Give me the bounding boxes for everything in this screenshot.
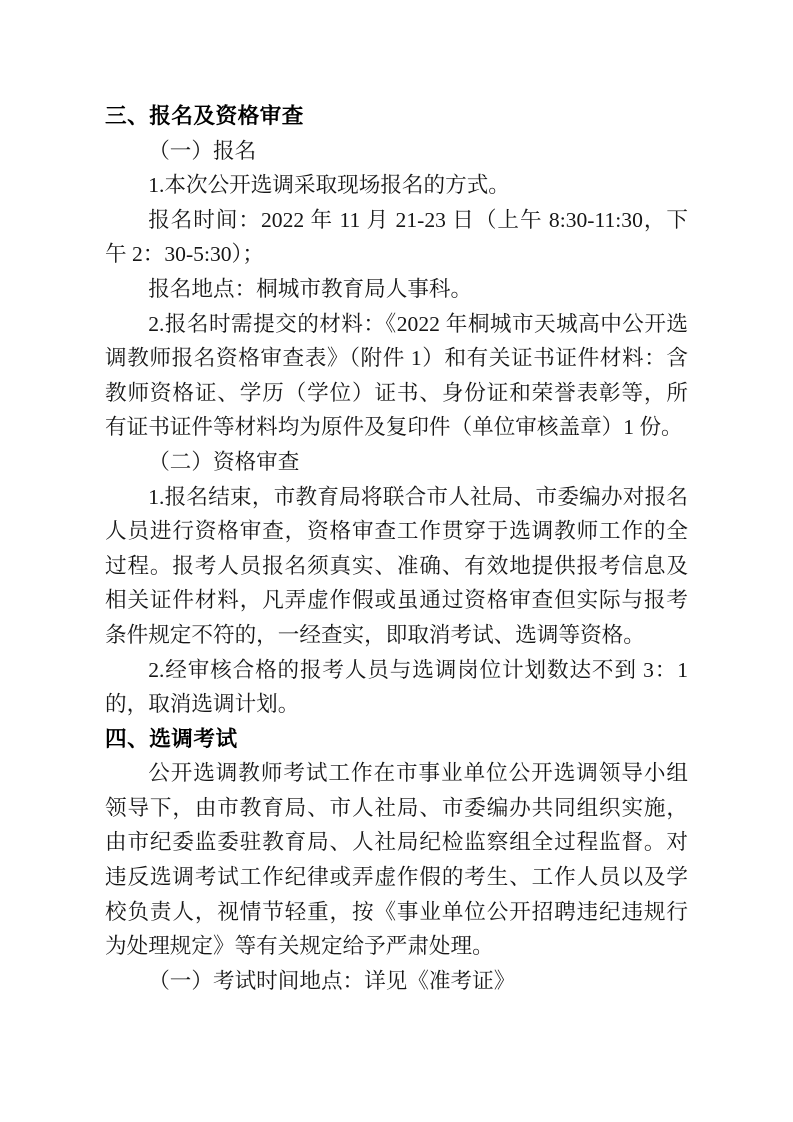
document-content	[105, 99, 688, 998]
para-review-process: 1.报名结束，市教育局将联合市人社局、市委编办对报名人员进行资格审查，资格审查工作贯穿于选调教师工作的全过程。报考人员报名须真实、准确、有效地提供报考信息及相关证件材料，凡弄虚作假或虽通过资格审查但实际与报考条件规定不符的，一经查实，即取消考试、选调等资格。	[105, 484, 688, 647]
heading-section-4-selection-exam: 四、选调考试	[105, 725, 238, 751]
para-registration-time: 报名时间：2022 年 11 月 21-23 日（上午 8:30-11:30，下午 2：30-5:30）；	[105, 207, 688, 267]
para-materials-required: 2.报名时需提交的材料：《2022 年桐城市天城高中公开选调教师报名资格审查表》（附件 1）和有关证书证件材料：含教师资格证、学历（学位）证书、身份证和荣誉表彰等，所有证书证件等材料均为原件及复印件（单位审核盖章）1 份。	[105, 311, 688, 440]
para-subsection-1-registration: （一）报名	[148, 138, 257, 163]
heading-section-3-registration-and-review: 三、报名及资格审查	[105, 103, 304, 128]
para-exam-time-location: （一）考试时间地点：详见《准考证》	[148, 968, 516, 993]
para-exam-organization: 公开选调教师考试工作在市事业单位公开选调领导小组领导下，由市教育局、市人社局、市委编办共同组织实施，由市纪委监委驻教育局、人社局纪检监察组全过程监督。对违反选调考试工作纪律或弄虚作假的考生、工作人员以及学校负责人，视情节轻重，按《事业单位公开招聘违纪违规行为处理规定》等有关规定给予严肃处理。	[105, 761, 688, 959]
para-registration-location: 报名地点：桐城市教育局人事科。	[148, 276, 473, 301]
para-ratio-requirement: 2.经审核合格的报考人员与选调岗位计划数达不到 3：1 的，取消选调计划。	[105, 657, 688, 717]
para-registration-method: 1.本次公开选调采取现场报名的方式。	[148, 173, 510, 198]
para-subsection-2-qualification-review: （二）资格审查	[148, 449, 300, 474]
